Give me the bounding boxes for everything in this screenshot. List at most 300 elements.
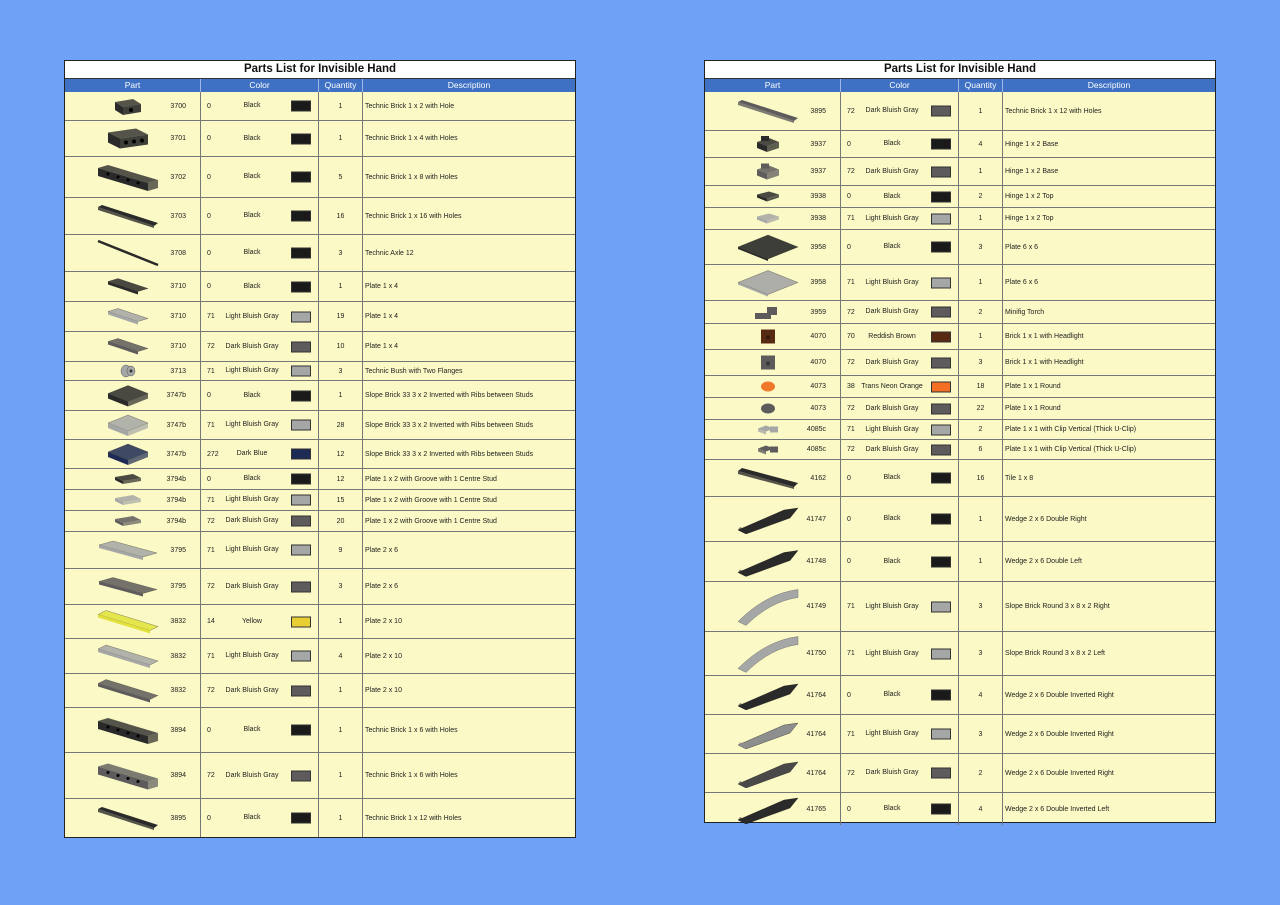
color-id: 0 bbox=[207, 726, 211, 734]
color-cell bbox=[841, 158, 959, 185]
quantity-cell: 1 bbox=[959, 158, 1003, 185]
color-swatch bbox=[291, 813, 311, 824]
part-number: 4070 bbox=[810, 359, 826, 366]
color-cell bbox=[841, 398, 959, 419]
color-id: 0 bbox=[847, 243, 851, 251]
description-cell: Plate 1 x 4 bbox=[365, 283, 399, 290]
color-swatch bbox=[291, 420, 311, 431]
description-cell: Plate 2 x 10 bbox=[365, 687, 402, 694]
table-row bbox=[65, 381, 575, 411]
color-id: 71 bbox=[847, 603, 855, 610]
color-cell bbox=[841, 754, 959, 792]
part-number: 3710 bbox=[170, 343, 186, 350]
table-row bbox=[65, 799, 575, 837]
part-number: 3747b bbox=[166, 392, 186, 399]
color-name: Dark Bluish Gray bbox=[865, 167, 919, 175]
color-cell bbox=[201, 381, 319, 410]
color-swatch bbox=[931, 213, 951, 224]
description-cell: Brick 1 x 1 with Headlight bbox=[1005, 359, 1084, 366]
description-cell: Hinge 1 x 2 Base bbox=[1005, 140, 1059, 148]
color-name: Reddish Brown bbox=[868, 332, 916, 340]
color-id: 0 bbox=[847, 558, 851, 565]
part-number: 3832 bbox=[170, 652, 186, 660]
part-cell bbox=[705, 542, 841, 581]
part-cell bbox=[705, 440, 841, 459]
table-row bbox=[65, 235, 575, 272]
quantity-cell: 16 bbox=[959, 460, 1003, 496]
color-swatch bbox=[291, 725, 311, 736]
part-number: 3832 bbox=[170, 618, 186, 625]
color-swatch bbox=[931, 191, 951, 202]
part-cell bbox=[705, 158, 841, 185]
part-cell bbox=[705, 460, 841, 496]
part-number: 41765 bbox=[806, 805, 826, 813]
color-id: 72 bbox=[847, 107, 855, 115]
table-row bbox=[705, 398, 1215, 420]
header-part: Part bbox=[705, 79, 841, 92]
quantity-cell: 1 bbox=[319, 799, 363, 837]
sheet-title: Parts List for Invisible Hand bbox=[705, 61, 1215, 79]
part-number: 41748 bbox=[806, 558, 826, 565]
part-cell bbox=[705, 350, 841, 375]
quantity-cell: 12 bbox=[319, 440, 363, 468]
part-cell bbox=[705, 754, 841, 792]
table-row bbox=[705, 420, 1215, 440]
quantity-cell: 19 bbox=[319, 302, 363, 331]
color-name: Black bbox=[243, 173, 261, 180]
color-id: 14 bbox=[207, 618, 215, 625]
part-number: 3895 bbox=[170, 814, 186, 822]
part-cell bbox=[65, 198, 201, 234]
table-row bbox=[705, 208, 1215, 230]
color-cell bbox=[841, 542, 959, 581]
color-cell bbox=[201, 490, 319, 510]
color-id: 0 bbox=[847, 193, 851, 200]
part-image bbox=[733, 208, 803, 229]
color-cell bbox=[201, 302, 319, 331]
description-cell: Plate 1 x 1 with Clip Vertical (Thick U-Clip) bbox=[1005, 426, 1137, 433]
color-id: 71 bbox=[847, 730, 855, 738]
color-name: Black bbox=[243, 102, 261, 109]
quantity-cell: 1 bbox=[959, 208, 1003, 229]
table-row bbox=[65, 440, 575, 469]
part-cell bbox=[705, 230, 841, 264]
part-number: 3713 bbox=[170, 367, 186, 375]
part-cell bbox=[65, 157, 201, 197]
color-name: Black bbox=[243, 134, 261, 142]
color-name: Black bbox=[883, 557, 901, 565]
color-cell bbox=[841, 350, 959, 375]
color-swatch bbox=[931, 357, 951, 368]
description-cell: Minifig Torch bbox=[1005, 308, 1045, 316]
color-swatch bbox=[931, 729, 951, 740]
color-id: 72 bbox=[847, 359, 855, 366]
part-number: 41764 bbox=[806, 691, 826, 699]
header-description: Description bbox=[1087, 80, 1131, 90]
color-swatch bbox=[931, 768, 951, 779]
description-cell: Technic Brick 1 x 2 with Hole bbox=[365, 102, 455, 110]
color-cell bbox=[841, 208, 959, 229]
color-name: Light Bluish Gray bbox=[225, 421, 279, 428]
color-name: Black bbox=[243, 726, 261, 733]
quantity-cell: 28 bbox=[319, 411, 363, 439]
color-name: Dark Bluish Gray bbox=[865, 404, 919, 412]
part-number: 3703 bbox=[170, 212, 186, 220]
color-name: Light Bluish Gray bbox=[865, 649, 919, 657]
part-number: 3795 bbox=[170, 583, 186, 590]
part-number: 3747b bbox=[166, 421, 186, 429]
part-image bbox=[733, 420, 803, 439]
color-id: 0 bbox=[847, 515, 851, 523]
part-number: 3894 bbox=[170, 726, 186, 734]
part-number: 3794b bbox=[166, 496, 186, 504]
description-cell: Wedge 2 x 6 Double Inverted Right bbox=[1005, 691, 1114, 699]
color-swatch bbox=[931, 473, 951, 484]
color-name: Dark Bluish Gray bbox=[225, 686, 279, 694]
color-name: Dark Bluish Gray bbox=[865, 445, 919, 453]
color-cell bbox=[201, 708, 319, 752]
color-name: Black bbox=[243, 391, 261, 399]
part-image bbox=[733, 230, 803, 264]
quantity-cell: 1 bbox=[319, 381, 363, 410]
color-id: 0 bbox=[847, 691, 851, 699]
quantity-cell: 4 bbox=[959, 676, 1003, 714]
color-id: 0 bbox=[207, 475, 211, 483]
color-swatch bbox=[291, 616, 311, 627]
color-swatch bbox=[931, 139, 951, 150]
part-number: 3958 bbox=[810, 279, 826, 286]
part-image bbox=[93, 381, 163, 410]
part-image bbox=[93, 753, 163, 798]
table-row bbox=[65, 753, 575, 799]
color-swatch bbox=[291, 449, 311, 460]
description-cell: Technic Bush with Two Flanges bbox=[365, 367, 463, 375]
table-row bbox=[705, 497, 1215, 542]
color-name: Black bbox=[883, 805, 901, 812]
part-image bbox=[733, 324, 803, 349]
table-row bbox=[65, 272, 575, 302]
part-number: 3959 bbox=[810, 308, 826, 316]
color-swatch bbox=[291, 341, 311, 352]
color-id: 71 bbox=[847, 650, 855, 657]
color-id: 0 bbox=[207, 212, 211, 220]
color-swatch bbox=[931, 690, 951, 701]
part-number: 3701 bbox=[170, 135, 186, 142]
color-cell bbox=[841, 582, 959, 631]
color-id: 0 bbox=[207, 249, 211, 257]
quantity-cell: 1 bbox=[959, 324, 1003, 349]
part-image bbox=[733, 398, 803, 419]
part-image bbox=[733, 715, 803, 753]
part-image bbox=[93, 569, 163, 604]
description-cell: Technic Brick 1 x 12 with Holes bbox=[365, 814, 462, 822]
part-cell bbox=[65, 469, 201, 489]
color-name: Dark Bluish Gray bbox=[225, 582, 279, 590]
color-cell bbox=[201, 569, 319, 604]
color-name: Dark Bluish Gray bbox=[865, 107, 919, 114]
part-image bbox=[733, 754, 803, 792]
table-row bbox=[705, 350, 1215, 376]
part-cell bbox=[705, 715, 841, 753]
description-cell: Technic Brick 1 x 8 with Holes bbox=[365, 173, 458, 181]
color-cell bbox=[841, 131, 959, 157]
color-id: 0 bbox=[207, 392, 211, 399]
color-cell bbox=[201, 753, 319, 798]
description-cell: Technic Brick 1 x 4 with Holes bbox=[365, 135, 458, 142]
parts-table-body bbox=[65, 92, 575, 837]
color-swatch bbox=[291, 281, 311, 292]
color-name: Light Bluish Gray bbox=[225, 312, 279, 320]
quantity-cell: 1 bbox=[319, 121, 363, 156]
color-id: 72 bbox=[207, 687, 215, 694]
color-cell bbox=[201, 121, 319, 156]
part-number: 41747 bbox=[806, 515, 826, 523]
part-image bbox=[93, 198, 163, 234]
part-number: 4162 bbox=[810, 474, 826, 482]
color-swatch bbox=[291, 770, 311, 781]
description-cell: Hinge 1 x 2 Top bbox=[1005, 215, 1054, 222]
description-cell: Plate 1 x 2 with Groove with 1 Centre Stud bbox=[365, 496, 497, 504]
color-name: Light Bluish Gray bbox=[865, 602, 919, 610]
color-cell bbox=[841, 632, 959, 675]
color-cell bbox=[841, 460, 959, 496]
color-swatch bbox=[291, 495, 311, 506]
color-cell bbox=[201, 674, 319, 707]
part-image bbox=[93, 440, 163, 468]
color-cell bbox=[201, 605, 319, 638]
part-image bbox=[733, 497, 803, 541]
part-cell bbox=[65, 490, 201, 510]
description-cell: Plate 1 x 2 with Groove with 1 Centre Stud bbox=[365, 517, 497, 525]
part-image bbox=[733, 158, 803, 185]
color-name: Dark Bluish Gray bbox=[225, 517, 279, 524]
table-row bbox=[65, 469, 575, 490]
part-cell bbox=[65, 362, 201, 380]
part-number: 3938 bbox=[810, 193, 826, 200]
part-cell bbox=[65, 440, 201, 468]
color-swatch bbox=[291, 390, 311, 401]
color-id: 72 bbox=[207, 772, 215, 779]
quantity-cell: 2 bbox=[959, 186, 1003, 207]
color-swatch bbox=[931, 556, 951, 567]
description-cell: Brick 1 x 1 with Headlight bbox=[1005, 333, 1084, 340]
part-cell bbox=[65, 92, 201, 120]
part-number: 4085c bbox=[806, 446, 826, 453]
description-cell: Wedge 2 x 6 Double Right bbox=[1005, 515, 1087, 523]
color-id: 71 bbox=[847, 426, 855, 433]
header-part: Part bbox=[65, 79, 201, 92]
color-id: 0 bbox=[207, 814, 211, 822]
color-cell bbox=[201, 639, 319, 673]
part-number: 3708 bbox=[170, 249, 186, 257]
part-cell bbox=[705, 131, 841, 157]
part-cell bbox=[705, 632, 841, 675]
table-row bbox=[65, 569, 575, 605]
part-cell bbox=[65, 332, 201, 361]
description-cell: Slope Brick Round 3 x 8 x 2 Left bbox=[1005, 650, 1105, 657]
quantity-cell: 1 bbox=[959, 265, 1003, 300]
color-cell bbox=[841, 186, 959, 207]
color-name: Black bbox=[243, 282, 261, 290]
part-image bbox=[93, 469, 163, 489]
description-cell: Technic Brick 1 x 6 with Holes bbox=[365, 772, 458, 779]
color-name: Yellow bbox=[242, 617, 262, 625]
color-name: Light Bluish Gray bbox=[865, 425, 919, 433]
quantity-cell: 9 bbox=[319, 532, 363, 568]
part-number: 3958 bbox=[810, 243, 826, 251]
color-id: 72 bbox=[847, 308, 855, 316]
color-name: Black bbox=[883, 192, 901, 200]
part-number: 3894 bbox=[170, 772, 186, 779]
color-cell bbox=[841, 497, 959, 541]
header-quantity: Quantity bbox=[959, 79, 1003, 92]
color-swatch bbox=[931, 601, 951, 612]
part-image bbox=[93, 302, 163, 331]
color-swatch bbox=[291, 211, 311, 222]
part-number: 4070 bbox=[810, 333, 826, 340]
color-name: Dark Bluish Gray bbox=[865, 308, 919, 315]
color-swatch bbox=[931, 242, 951, 253]
part-number: 4073 bbox=[810, 405, 826, 412]
quantity-cell: 3 bbox=[319, 569, 363, 604]
color-swatch bbox=[291, 685, 311, 696]
color-swatch bbox=[931, 804, 951, 815]
color-name: Black bbox=[883, 474, 901, 481]
color-cell bbox=[841, 301, 959, 323]
table-row bbox=[705, 754, 1215, 793]
part-image bbox=[733, 793, 803, 825]
part-image bbox=[733, 676, 803, 714]
color-id: 0 bbox=[207, 135, 211, 142]
part-number: 3747b bbox=[166, 450, 186, 458]
part-image bbox=[93, 235, 163, 271]
part-image bbox=[733, 460, 803, 496]
color-swatch bbox=[931, 424, 951, 435]
table-row bbox=[65, 362, 575, 381]
color-name: Dark Bluish Gray bbox=[225, 342, 279, 350]
color-name: Light Bluish Gray bbox=[225, 496, 279, 503]
color-name: Light Bluish Gray bbox=[225, 546, 279, 553]
part-image bbox=[93, 332, 163, 361]
color-cell bbox=[841, 265, 959, 300]
color-swatch bbox=[291, 545, 311, 556]
quantity-cell: 6 bbox=[959, 440, 1003, 459]
description-cell: Wedge 2 x 6 Double Inverted Right bbox=[1005, 769, 1114, 777]
parts-list-sheet-right bbox=[704, 60, 1216, 823]
color-name: Black bbox=[883, 243, 901, 250]
color-cell bbox=[841, 793, 959, 825]
color-swatch bbox=[931, 648, 951, 659]
description-cell: Plate 1 x 2 with Groove with 1 Centre Stud bbox=[365, 475, 497, 483]
quantity-cell: 1 bbox=[319, 753, 363, 798]
quantity-cell: 3 bbox=[959, 715, 1003, 753]
description-cell: Plate 1 x 4 bbox=[365, 313, 399, 320]
color-cell bbox=[201, 92, 319, 120]
quantity-cell: 2 bbox=[959, 754, 1003, 792]
table-header bbox=[705, 79, 1215, 92]
quantity-cell: 4 bbox=[959, 131, 1003, 157]
part-cell bbox=[705, 420, 841, 439]
quantity-cell: 3 bbox=[959, 582, 1003, 631]
table-row bbox=[705, 230, 1215, 265]
description-cell: Plate 6 x 6 bbox=[1005, 279, 1039, 286]
part-cell bbox=[65, 639, 201, 673]
part-cell bbox=[65, 235, 201, 271]
color-swatch bbox=[291, 581, 311, 592]
table-row bbox=[65, 674, 575, 708]
part-number: 3702 bbox=[170, 173, 186, 181]
part-image bbox=[733, 542, 803, 581]
color-name: Light Bluish Gray bbox=[225, 652, 279, 659]
quantity-cell: 1 bbox=[319, 272, 363, 301]
color-cell bbox=[201, 511, 319, 531]
description-cell: Plate 1 x 4 bbox=[365, 343, 399, 350]
color-id: 71 bbox=[847, 279, 855, 286]
color-name: Trans Neon Orange bbox=[861, 382, 923, 390]
quantity-cell: 3 bbox=[959, 632, 1003, 675]
color-swatch bbox=[931, 166, 951, 177]
description-cell: Slope Brick 33 3 x 2 Inverted with Ribs between Studs bbox=[365, 421, 534, 429]
description-cell: Plate 1 x 1 Round bbox=[1005, 405, 1061, 412]
sheet-title: Parts List for Invisible Hand bbox=[65, 61, 575, 79]
part-cell bbox=[705, 676, 841, 714]
part-number: 3937 bbox=[810, 140, 826, 148]
part-cell bbox=[65, 605, 201, 638]
quantity-cell: 20 bbox=[319, 511, 363, 531]
part-image bbox=[93, 639, 163, 673]
table-header bbox=[65, 79, 575, 92]
description-cell: Plate 2 x 10 bbox=[365, 652, 402, 660]
part-cell bbox=[65, 708, 201, 752]
color-cell bbox=[841, 440, 959, 459]
color-swatch bbox=[291, 474, 311, 485]
description-cell: Wedge 2 x 6 Double Left bbox=[1005, 558, 1082, 565]
part-image bbox=[93, 92, 163, 120]
color-name: Dark Bluish Gray bbox=[225, 771, 279, 779]
quantity-cell: 1 bbox=[959, 497, 1003, 541]
color-id: 71 bbox=[207, 546, 215, 554]
color-cell bbox=[841, 92, 959, 130]
color-cell bbox=[841, 376, 959, 397]
part-image bbox=[733, 186, 803, 207]
part-cell bbox=[65, 569, 201, 604]
quantity-cell: 1 bbox=[959, 542, 1003, 581]
part-cell bbox=[65, 302, 201, 331]
part-image bbox=[93, 532, 163, 568]
color-cell bbox=[201, 362, 319, 380]
table-row bbox=[705, 324, 1215, 350]
color-id: 0 bbox=[207, 102, 211, 110]
color-swatch bbox=[931, 106, 951, 117]
color-name: Light Bluish Gray bbox=[865, 730, 919, 737]
color-cell bbox=[201, 411, 319, 439]
color-id: 0 bbox=[847, 474, 851, 482]
part-image bbox=[733, 582, 803, 631]
color-name: Black bbox=[243, 814, 261, 821]
color-name: Dark Bluish Gray bbox=[865, 769, 919, 776]
table-row bbox=[705, 376, 1215, 398]
color-swatch bbox=[291, 172, 311, 183]
part-number: 3710 bbox=[170, 313, 186, 320]
table-row bbox=[705, 542, 1215, 582]
table-row bbox=[65, 605, 575, 639]
color-id: 71 bbox=[207, 367, 215, 375]
color-cell bbox=[201, 799, 319, 837]
color-swatch bbox=[291, 248, 311, 259]
part-number: 3795 bbox=[170, 546, 186, 554]
color-cell bbox=[841, 420, 959, 439]
color-name: Dark Blue bbox=[236, 450, 268, 457]
